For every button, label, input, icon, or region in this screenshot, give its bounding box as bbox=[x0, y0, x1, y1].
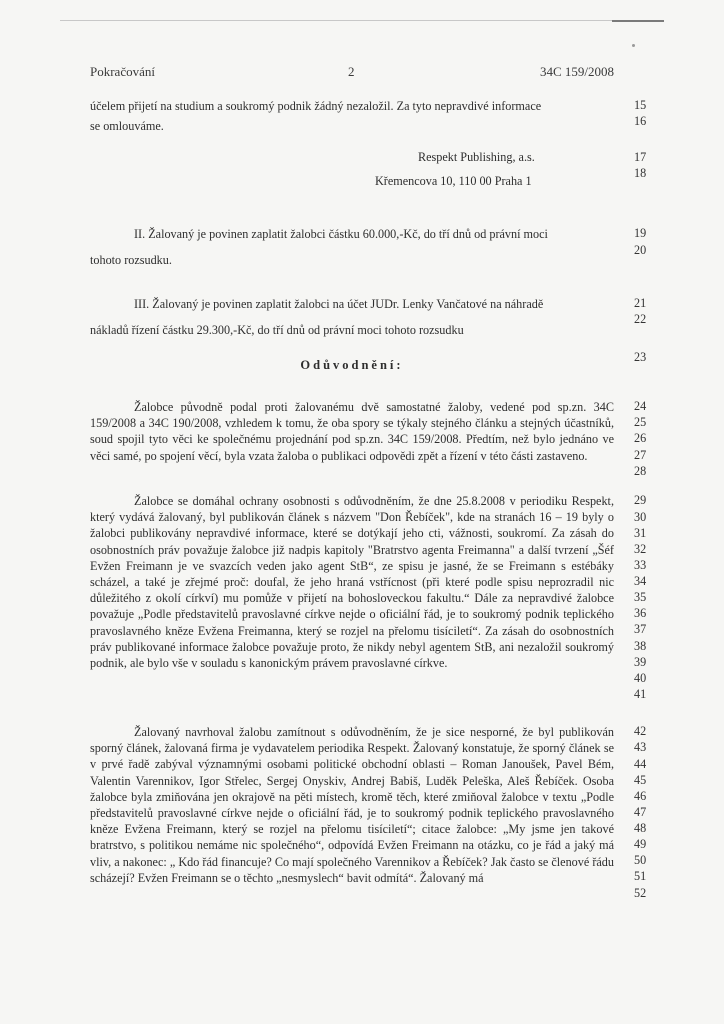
company-name: Respekt Publishing, a.s. bbox=[418, 150, 535, 164]
top-rule bbox=[60, 20, 664, 21]
line-number: 33 bbox=[634, 558, 647, 572]
line-number: 50 bbox=[634, 853, 647, 867]
block1-line2: se omlouváme. bbox=[90, 119, 164, 134]
line-number: 20 bbox=[634, 243, 647, 257]
page-header bbox=[90, 64, 614, 80]
company-address: Křemencova 10, 110 00 Praha 1 bbox=[375, 174, 532, 188]
line-number: 18 bbox=[634, 166, 647, 180]
paragraph-1-text: Žalobce původně podal proti žalovanému dvě samostatné žaloby, vedené pod sp.zn. 34C 159/2008 a 34C 190/2008, vzhledem k tomu, že oba spory se týkaly stejného článku a stejných účastníků, soud spojil tyto věci ke společnému projednání pod sp.zn. 34C 159/2008. Předtím, než bylo jednáno ve věci samé, po spojení věcí, byla vzata žaloba o publikaci odpovědi zpět a řízení v této části zastaveno. bbox=[90, 400, 614, 463]
block3-line1: III. Žalovaný je povinen zaplatit žalobci na účet JUDr. Lenky Vančatové na náhradě bbox=[134, 297, 544, 311]
line-number: 29 bbox=[634, 493, 647, 507]
line-number: 34 bbox=[634, 574, 647, 588]
line-number: 45 bbox=[634, 773, 647, 787]
line-number: 36 bbox=[634, 606, 647, 620]
scan-dot bbox=[632, 44, 635, 47]
line-number: 40 bbox=[634, 671, 647, 685]
block3-text bbox=[90, 296, 614, 338]
header-page-number: 2 bbox=[348, 64, 355, 79]
line-number: 42 bbox=[634, 724, 647, 738]
paragraph-2 bbox=[90, 493, 614, 671]
line-number: 23 bbox=[634, 350, 647, 364]
line-number: 27 bbox=[634, 448, 647, 462]
line-number: 38 bbox=[634, 639, 647, 653]
line-number: 49 bbox=[634, 837, 647, 851]
line-number: 51 bbox=[634, 869, 647, 883]
line-number: 32 bbox=[634, 542, 647, 556]
header-case-number: 34C 159/2008 bbox=[539, 64, 614, 79]
paragraph-3 bbox=[90, 724, 614, 886]
line-number: 24 bbox=[634, 399, 647, 413]
line-number: 30 bbox=[634, 510, 647, 524]
line-number: 48 bbox=[634, 821, 647, 835]
line-number: 21 bbox=[634, 296, 647, 310]
line-number: 39 bbox=[634, 655, 647, 669]
section-heading: Odůvodnění: bbox=[300, 358, 404, 372]
line-number: 22 bbox=[634, 312, 647, 326]
line-number: 46 bbox=[634, 789, 647, 803]
block2-line2: tohoto rozsudku. bbox=[90, 253, 172, 268]
block1-text bbox=[90, 98, 614, 134]
line-number: 44 bbox=[634, 757, 647, 771]
line-number: 15 bbox=[634, 98, 647, 112]
line-number: 41 bbox=[634, 687, 647, 701]
line-number: 17 bbox=[634, 150, 647, 164]
line-number: 28 bbox=[634, 464, 647, 478]
line-number: 31 bbox=[634, 526, 647, 540]
line-number: 25 bbox=[634, 415, 647, 429]
paragraph-3-text: Žalovaný navrhoval žalobu zamítnout s odůvodněním, že je sice nesporné, že byl publikován sporný článek, žalovaná firma je vydavatelem periodika Respekt. Žalovaný konstatuje, že sporný článek se v prvé řadě zabýval významnými osobami politické obchodní oblasti – Roman Janoušek, Pavel Bém, Valentin Varennikov, Igor Střelec, Sergej Onyskiv, Andrej Babiš, Luděk Peleška, Aleš Řebíček. Osoba žalobce byla zmiňována jen okrajově na pěti místech, kromě těch, které zmiňoval žalobce v textu „Podle představitelů pravoslavné církve nejde o oficiální řád, je to soukromý podnik teplického pravoslavného kněze Evžena Freimann, který se rozjel na přelomu tisíciletí“; citace žalobce: „My jsme jen takové bratrstvo, s politikou nemáme nic společného“, odpovídá Evžen Freimann na otázku, co je řád a jaký má vliv, a nakonec: „ Kdo řád financuje? Co mají společného Varennikov a Řebíček? Jak často se členové řádu scházejí? Evžen Freimann se o těchto „nesmyslech“ bavit odmítá“. Žalovaný má bbox=[90, 725, 614, 885]
line-number: 16 bbox=[634, 114, 647, 128]
paragraph-1 bbox=[90, 399, 614, 464]
line-number: 35 bbox=[634, 590, 647, 604]
block2-text bbox=[90, 226, 614, 268]
block3-line2: nákladů řízení částku 29.300,-Kč, do tří dnů od právní moci tohoto rozsudku bbox=[90, 323, 464, 338]
block2-line1: II. Žalovaný je povinen zaplatit žalobci částku 60.000,-Kč, do tří dnů od právní moci bbox=[134, 227, 548, 241]
line-number: 43 bbox=[634, 740, 647, 754]
block1-line1: účelem přijetí na studium a soukromý podnik žádný nezaložil. Za tyto nepravdivé informace bbox=[90, 99, 542, 113]
paragraph-2-text: Žalobce se domáhal ochrany osobnosti s odůvodněním, že dne 25.8.2008 v periodiku Respekt, který vydává žalovaný, byl publikován článek s názvem "Don Řebíček", kde na stranách 16 – 19 byly o žalobci publikovány nepravdivé informace, které se dotýkají jeho cti, vážnosti, soukromí. Za zásah do osobnostních práv považuje žalobce již nadpis kapitoly "Bratrstvo agenta Freimanna" a další tvrzení „Šéf Evžen Freimann je ve svazcích veden jako agent StB“, ze spisu je jasné, že se Freimann s estébáky scházel, a také je zřejmé proč: doufal, že jeho hraná vstřícnost (při které podle spisu neprozradil nic důležitého z okolí církví) mu pomůže v přijetí na bohosloveckou fakultu.“ Dále za nepravdivé žalobce považuje „Podle představitelů pravoslavné církve nejde o oficiální řád, je to soukromý podnik teplického pravoslavného kněze Evžena Freimanna, který se rozjel na přelomu tisíciletí“. Za zásah do osobnostních práv publikované informace žalobce považuje proto, že nikdy nebyl agentem StB, ani nezaložil soukromý podnik, ale bylo vše v souladu s kanonickým právem pravoslavné církve. bbox=[90, 494, 614, 671]
line-number: 47 bbox=[634, 805, 647, 819]
line-number: 37 bbox=[634, 622, 647, 636]
header-continuation: Pokračování bbox=[90, 64, 155, 79]
line-number: 26 bbox=[634, 431, 647, 445]
line-number: 52 bbox=[634, 886, 647, 900]
line-number: 19 bbox=[634, 226, 647, 240]
top-mark bbox=[612, 20, 664, 22]
